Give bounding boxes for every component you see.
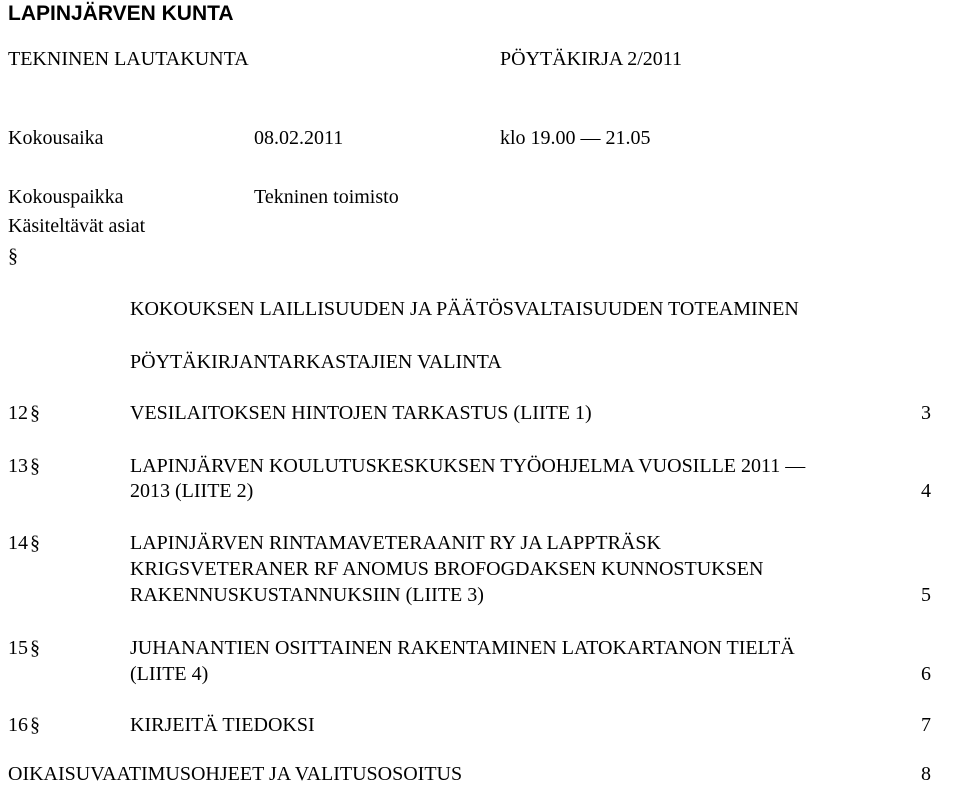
section-sign: § [30, 714, 40, 736]
meeting-place: Tekninen toimisto [254, 186, 399, 208]
meeting-time-label: Kokousaika [8, 127, 104, 149]
agenda-item-title: VESILAITOKSEN HINTOJEN TARKASTUS (LIITE 1) [130, 402, 592, 424]
agenda-item-number: 14 [8, 532, 28, 554]
committee-name: TEKNINEN LAUTAKUNTA [8, 48, 249, 70]
section-sign-header: § [8, 245, 18, 267]
section-sign: § [30, 637, 40, 659]
agenda-item-page: 6 [921, 663, 931, 685]
agenda-items-label: Käsiteltävät asiat [8, 215, 146, 237]
agenda-item-title: LAPINJÄRVEN RINTAMAVETERAANIT RY JA LAPPTRÄSK [130, 532, 661, 554]
section-sign: § [30, 455, 40, 477]
agenda-item-title: OIKAISUVAATIMUSOHJEET JA VALITUSOSOITUS [8, 763, 463, 785]
section-sign: § [30, 532, 40, 554]
agenda-item-title: KIRJEITÄ TIEDOKSI [130, 714, 315, 736]
organization-name: LAPINJÄRVEN KUNTA [8, 2, 234, 25]
agenda-item-number: 16 [8, 714, 28, 736]
agenda-item-number: 13 [8, 455, 28, 477]
minutes-number: PÖYTÄKIRJA 2/2011 [500, 48, 683, 70]
agenda-item-title-cont: 2013 (LIITE 2) [130, 480, 254, 502]
meeting-date: 08.02.2011 [254, 127, 344, 149]
agenda-item-page: 7 [921, 714, 931, 736]
agenda-item-title: PÖYTÄKIRJANTARKASTAJIEN VALINTA [130, 351, 502, 373]
agenda-item-page: 4 [921, 480, 931, 502]
meeting-place-label: Kokouspaikka [8, 186, 124, 208]
agenda-item-title: KOKOUKSEN LAILLISUUDEN JA PÄÄTÖSVALTAISUUDEN TOTEAMINEN [130, 298, 799, 320]
agenda-item-page: 3 [921, 402, 931, 424]
agenda-item-number: 12 [8, 402, 28, 424]
section-sign: § [30, 402, 40, 424]
agenda-item-page: 5 [921, 584, 931, 606]
agenda-item-page: 8 [921, 763, 931, 785]
meeting-time: klo 19.00 — 21.05 [500, 127, 651, 149]
agenda-item-title: LAPINJÄRVEN KOULUTUSKESKUKSEN TYÖOHJELMA VUOSILLE 2011 — [130, 455, 806, 477]
agenda-item-title: JUHANANTIEN OSITTAINEN RAKENTAMINEN LATOKARTANON TIELTÄ [130, 637, 795, 659]
agenda-item-title-cont: RAKENNUSKUSTANNUKSIIN (LIITE 3) [130, 584, 484, 606]
agenda-item-title-cont: (LIITE 4) [130, 663, 209, 685]
agenda-item-number: 15 [8, 637, 28, 659]
agenda-item-title-cont: KRIGSVETERANER RF ANOMUS BROFOGDAKSEN KUNNOSTUKSEN [130, 558, 764, 580]
